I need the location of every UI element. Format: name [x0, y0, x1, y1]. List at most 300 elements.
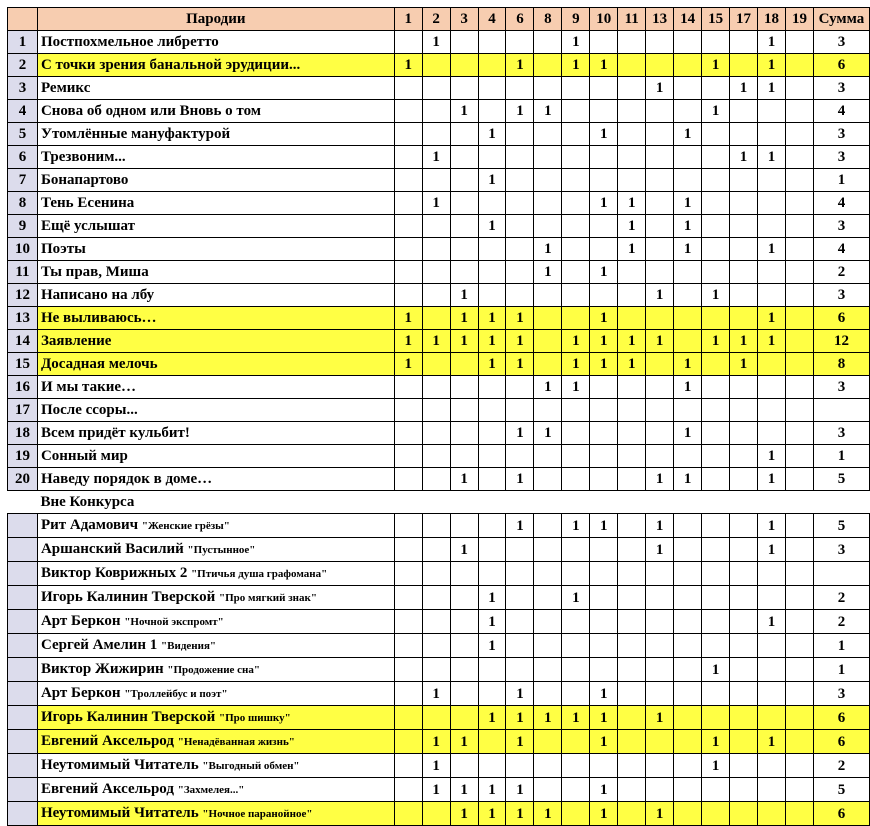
vote-cell: 1: [506, 330, 534, 353]
vote-cell: 1: [562, 514, 590, 538]
vote-cell: [590, 284, 618, 307]
row-sum: 6: [813, 307, 869, 330]
vote-cell: [422, 445, 450, 468]
vote-cell: [478, 682, 506, 706]
vote-cell: 1: [590, 802, 618, 826]
vote-cell: [730, 586, 758, 610]
vote-cell: 1: [590, 778, 618, 802]
vote-cell: [478, 658, 506, 682]
vote-cell: 1: [394, 54, 422, 77]
entry-name: [37, 586, 394, 610]
vote-cell: [422, 238, 450, 261]
vote-cell: [506, 261, 534, 284]
vote-cell: 1: [590, 682, 618, 706]
vote-cell: [758, 562, 786, 586]
vote-cell: [702, 610, 730, 634]
vote-cell: [394, 730, 422, 754]
vote-cell: [534, 31, 562, 54]
sum-header: Сумма: [813, 8, 869, 31]
vote-cell: [674, 54, 702, 77]
vote-cell: [478, 146, 506, 169]
vote-cell: 1: [758, 31, 786, 54]
row-number: 3: [8, 77, 38, 100]
vote-cell: [785, 610, 813, 634]
vote-cell: [785, 468, 813, 491]
author-name: Аршанский Василий: [40, 541, 184, 557]
author-name: Рит Адамович: [40, 517, 139, 533]
vote-cell: [674, 284, 702, 307]
vote-cell: 1: [450, 100, 478, 123]
vote-cell: [506, 284, 534, 307]
vote-cell: [674, 330, 702, 353]
vote-cell: 1: [422, 778, 450, 802]
parody-title: Сонный мир: [37, 445, 394, 468]
vote-cell: [646, 422, 674, 445]
vote-cell: [590, 399, 618, 422]
vote-cell: [646, 445, 674, 468]
vote-cell: [394, 376, 422, 399]
vote-cell: [394, 610, 422, 634]
row-number: 7: [8, 169, 38, 192]
row-marker: [8, 562, 38, 586]
vote-cell: [534, 330, 562, 353]
vote-cell: [478, 422, 506, 445]
vote-cell: [618, 123, 646, 146]
vote-cell: [646, 192, 674, 215]
vote-cell: [534, 778, 562, 802]
vote-cell: 1: [422, 146, 450, 169]
column-header: 9: [562, 8, 590, 31]
vote-cell: 1: [394, 353, 422, 376]
row-sum: 8: [813, 353, 869, 376]
vote-cell: [646, 754, 674, 778]
vote-cell: 1: [758, 146, 786, 169]
vote-cell: 1: [590, 123, 618, 146]
vote-cell: [674, 778, 702, 802]
vote-cell: [422, 422, 450, 445]
vote-cell: [785, 146, 813, 169]
vote-cell: 1: [646, 706, 674, 730]
vote-cell: [702, 192, 730, 215]
vote-cell: [422, 514, 450, 538]
column-header: 14: [674, 8, 702, 31]
vote-cell: [674, 562, 702, 586]
vote-cell: [618, 778, 646, 802]
row-number: 1: [8, 31, 38, 54]
author-name: Сергей Амелин 1: [40, 637, 158, 653]
vote-cell: 1: [702, 754, 730, 778]
vote-cell: [590, 658, 618, 682]
author-name: Виктор Жижирин: [40, 661, 164, 677]
vote-cell: [702, 169, 730, 192]
vote-cell: [478, 54, 506, 77]
vote-cell: 1: [478, 802, 506, 826]
vote-cell: [702, 634, 730, 658]
row-sum: 3: [813, 146, 869, 169]
vote-cell: [730, 658, 758, 682]
vote-cell: [590, 754, 618, 778]
row-sum: 4: [813, 100, 869, 123]
vote-cell: [422, 169, 450, 192]
vote-cell: [785, 192, 813, 215]
row-marker: [8, 658, 38, 682]
vote-cell: [785, 169, 813, 192]
vote-cell: 1: [534, 100, 562, 123]
vote-cell: [450, 146, 478, 169]
row-number: 11: [8, 261, 38, 284]
table-row: [8, 123, 870, 146]
vote-cell: [534, 284, 562, 307]
vote-cell: [506, 376, 534, 399]
row-sum: 5: [813, 468, 869, 491]
vote-cell: 1: [590, 192, 618, 215]
vote-cell: 1: [450, 284, 478, 307]
vote-cell: [478, 399, 506, 422]
vote-cell: [394, 123, 422, 146]
vote-cell: [618, 284, 646, 307]
vote-cell: [450, 706, 478, 730]
vote-cell: [506, 538, 534, 562]
row-sum: 3: [813, 538, 869, 562]
vote-cell: [590, 538, 618, 562]
vote-cell: [562, 445, 590, 468]
vote-cell: 1: [646, 802, 674, 826]
vote-cell: [730, 562, 758, 586]
vote-cell: [590, 586, 618, 610]
work-title: "Ненадёванная жизнь": [177, 736, 295, 748]
vote-cell: [450, 353, 478, 376]
vote-cell: [618, 376, 646, 399]
parody-title: Ты прав, Миша: [37, 261, 394, 284]
vote-cell: 1: [674, 353, 702, 376]
vote-cell: 1: [562, 706, 590, 730]
vote-cell: [562, 422, 590, 445]
vote-cell: [422, 215, 450, 238]
vote-cell: [534, 634, 562, 658]
vote-cell: [785, 514, 813, 538]
vote-cell: [590, 100, 618, 123]
vote-cell: [785, 31, 813, 54]
vote-cell: [534, 730, 562, 754]
entry-name: [37, 706, 394, 730]
vote-cell: [478, 192, 506, 215]
vote-cell: [590, 445, 618, 468]
vote-cell: 1: [478, 215, 506, 238]
vote-cell: [785, 123, 813, 146]
vote-cell: [394, 169, 422, 192]
vote-cell: 1: [562, 54, 590, 77]
entry-name: [37, 538, 394, 562]
vote-cell: 1: [506, 54, 534, 77]
vote-cell: [646, 682, 674, 706]
vote-cell: [394, 77, 422, 100]
vote-cell: [394, 514, 422, 538]
vote-cell: [646, 730, 674, 754]
parody-title: Всем придёт кульбит!: [37, 422, 394, 445]
vote-cell: [785, 562, 813, 586]
vote-cell: [478, 100, 506, 123]
vote-cell: [618, 445, 646, 468]
vote-cell: 1: [422, 330, 450, 353]
vote-cell: 1: [506, 682, 534, 706]
vote-cell: [702, 538, 730, 562]
vote-cell: [785, 307, 813, 330]
vote-cell: [394, 468, 422, 491]
vote-cell: [394, 284, 422, 307]
vote-cell: [618, 514, 646, 538]
vote-cell: [758, 215, 786, 238]
row-marker: [8, 538, 38, 562]
vote-cell: 1: [506, 706, 534, 730]
vote-cell: 1: [674, 468, 702, 491]
parody-title: Заявление: [37, 330, 394, 353]
vote-cell: 1: [730, 77, 758, 100]
vote-cell: [758, 422, 786, 445]
vote-cell: [422, 658, 450, 682]
vote-cell: [785, 730, 813, 754]
row-sum: 3: [813, 284, 869, 307]
row-number: 18: [8, 422, 38, 445]
vote-cell: [674, 307, 702, 330]
vote-cell: 1: [758, 77, 786, 100]
vote-cell: [730, 610, 758, 634]
vote-cell: [394, 192, 422, 215]
vote-cell: [562, 123, 590, 146]
vote-cell: [534, 468, 562, 491]
vote-cell: 1: [562, 330, 590, 353]
vote-cell: [785, 682, 813, 706]
table-row: [8, 706, 870, 730]
section-spacer: [8, 491, 38, 514]
vote-cell: [506, 754, 534, 778]
column-header: 4: [478, 8, 506, 31]
vote-cell: [702, 562, 730, 586]
vote-cell: [618, 610, 646, 634]
vote-cell: [702, 376, 730, 399]
vote-cell: [450, 586, 478, 610]
vote-cell: [785, 54, 813, 77]
parody-title: И мы такие…: [37, 376, 394, 399]
vote-cell: [422, 538, 450, 562]
vote-cell: 1: [450, 778, 478, 802]
vote-cell: [785, 422, 813, 445]
row-sum: 3: [813, 376, 869, 399]
row-number: 5: [8, 123, 38, 146]
parody-title: С точки зрения банальной эрудиции...: [37, 54, 394, 77]
vote-cell: [422, 100, 450, 123]
row-sum: [813, 562, 869, 586]
vote-cell: 1: [506, 353, 534, 376]
row-number: 9: [8, 215, 38, 238]
vote-cell: [702, 123, 730, 146]
row-sum: 1: [813, 445, 869, 468]
vote-cell: 1: [674, 238, 702, 261]
vote-cell: 1: [702, 730, 730, 754]
table-row: [8, 307, 870, 330]
row-sum: 1: [813, 169, 869, 192]
vote-cell: [758, 634, 786, 658]
vote-cell: [562, 77, 590, 100]
vote-cell: [534, 54, 562, 77]
vote-cell: 1: [590, 261, 618, 284]
vote-cell: [674, 100, 702, 123]
row-marker: [8, 610, 38, 634]
vote-cell: 1: [478, 778, 506, 802]
vote-cell: 1: [702, 54, 730, 77]
table-row: [8, 146, 870, 169]
vote-cell: [785, 330, 813, 353]
vote-cell: 1: [674, 215, 702, 238]
vote-cell: [758, 261, 786, 284]
vote-cell: 1: [646, 538, 674, 562]
row-sum: 5: [813, 778, 869, 802]
vote-cell: [478, 261, 506, 284]
vote-cell: [450, 658, 478, 682]
row-sum: 3: [813, 77, 869, 100]
vote-cell: [702, 31, 730, 54]
author-name: Евгений Аксельрод: [40, 781, 174, 797]
vote-cell: [394, 658, 422, 682]
vote-cell: [478, 468, 506, 491]
vote-cell: [730, 123, 758, 146]
vote-cell: [534, 562, 562, 586]
vote-cell: [450, 422, 478, 445]
row-sum: 3: [813, 215, 869, 238]
vote-cell: [590, 562, 618, 586]
vote-cell: [506, 610, 534, 634]
vote-cell: 1: [562, 376, 590, 399]
vote-cell: [506, 146, 534, 169]
vote-cell: [730, 706, 758, 730]
vote-cell: [478, 238, 506, 261]
vote-cell: [702, 146, 730, 169]
vote-cell: 1: [478, 586, 506, 610]
vote-cell: [646, 610, 674, 634]
vote-cell: [590, 376, 618, 399]
table-row: [8, 778, 870, 802]
column-header: 1: [394, 8, 422, 31]
entry-name: [37, 754, 394, 778]
vote-cell: [646, 54, 674, 77]
row-number: 16: [8, 376, 38, 399]
vote-cell: [590, 422, 618, 445]
entry-name: [37, 610, 394, 634]
vote-cell: 1: [562, 586, 590, 610]
vote-cell: [534, 514, 562, 538]
table-row: [8, 682, 870, 706]
vote-cell: 1: [590, 353, 618, 376]
vote-cell: [758, 376, 786, 399]
vote-cell: 1: [534, 261, 562, 284]
vote-cell: [562, 562, 590, 586]
vote-cell: 1: [422, 754, 450, 778]
vote-cell: [562, 399, 590, 422]
row-marker: [8, 706, 38, 730]
vote-cell: [618, 307, 646, 330]
table-row: [8, 514, 870, 538]
vote-cell: [562, 215, 590, 238]
vote-cell: [674, 514, 702, 538]
vote-cell: 1: [758, 514, 786, 538]
vote-cell: [394, 399, 422, 422]
vote-cell: [562, 284, 590, 307]
vote-cell: [785, 706, 813, 730]
vote-cell: [422, 586, 450, 610]
vote-cell: 1: [674, 376, 702, 399]
work-title: "Троллейбус и поэт": [124, 688, 228, 700]
vote-cell: [478, 445, 506, 468]
vote-cell: [618, 730, 646, 754]
table-row: [8, 754, 870, 778]
vote-cell: 1: [478, 353, 506, 376]
vote-cell: [422, 353, 450, 376]
vote-cell: [618, 31, 646, 54]
row-sum: 6: [813, 802, 869, 826]
vote-cell: [702, 77, 730, 100]
table-row: [8, 376, 870, 399]
vote-cell: [702, 514, 730, 538]
vote-cell: [730, 31, 758, 54]
vote-cell: [674, 31, 702, 54]
vote-cell: [450, 634, 478, 658]
vote-cell: [422, 610, 450, 634]
vote-cell: [478, 754, 506, 778]
vote-cell: [785, 778, 813, 802]
vote-cell: [702, 215, 730, 238]
vote-cell: [702, 445, 730, 468]
vote-cell: [478, 562, 506, 586]
vote-cell: 1: [674, 422, 702, 445]
vote-cell: [785, 215, 813, 238]
vote-cell: 1: [674, 123, 702, 146]
vote-cell: [646, 146, 674, 169]
vote-cell: [618, 54, 646, 77]
vote-cell: [590, 146, 618, 169]
vote-cell: [562, 146, 590, 169]
table-row: [8, 586, 870, 610]
author-name: Игорь Калинин Тверской: [40, 709, 216, 725]
vote-cell: 1: [422, 730, 450, 754]
table-row: [8, 399, 870, 422]
vote-cell: [646, 169, 674, 192]
section-title: Вне Конкурса: [40, 494, 135, 510]
vote-cell: [534, 445, 562, 468]
vote-cell: [758, 284, 786, 307]
entry-name: [37, 634, 394, 658]
vote-cell: [646, 634, 674, 658]
vote-cell: [450, 238, 478, 261]
vote-cell: [478, 284, 506, 307]
vote-cell: [674, 586, 702, 610]
column-header: 2: [422, 8, 450, 31]
vote-cell: [562, 192, 590, 215]
vote-cell: [758, 399, 786, 422]
vote-cell: [618, 399, 646, 422]
row-sum: 6: [813, 706, 869, 730]
table-row: [8, 215, 870, 238]
parody-title: Досадная мелочь: [37, 353, 394, 376]
author-name: Неутомимый Читатель: [40, 805, 199, 821]
vote-cell: [674, 261, 702, 284]
vote-cell: [534, 307, 562, 330]
column-header: 10: [590, 8, 618, 31]
vote-cell: 1: [394, 330, 422, 353]
vote-cell: [730, 307, 758, 330]
vote-cell: 1: [758, 238, 786, 261]
row-sum: 4: [813, 238, 869, 261]
vote-cell: [730, 238, 758, 261]
table-row: [8, 192, 870, 215]
